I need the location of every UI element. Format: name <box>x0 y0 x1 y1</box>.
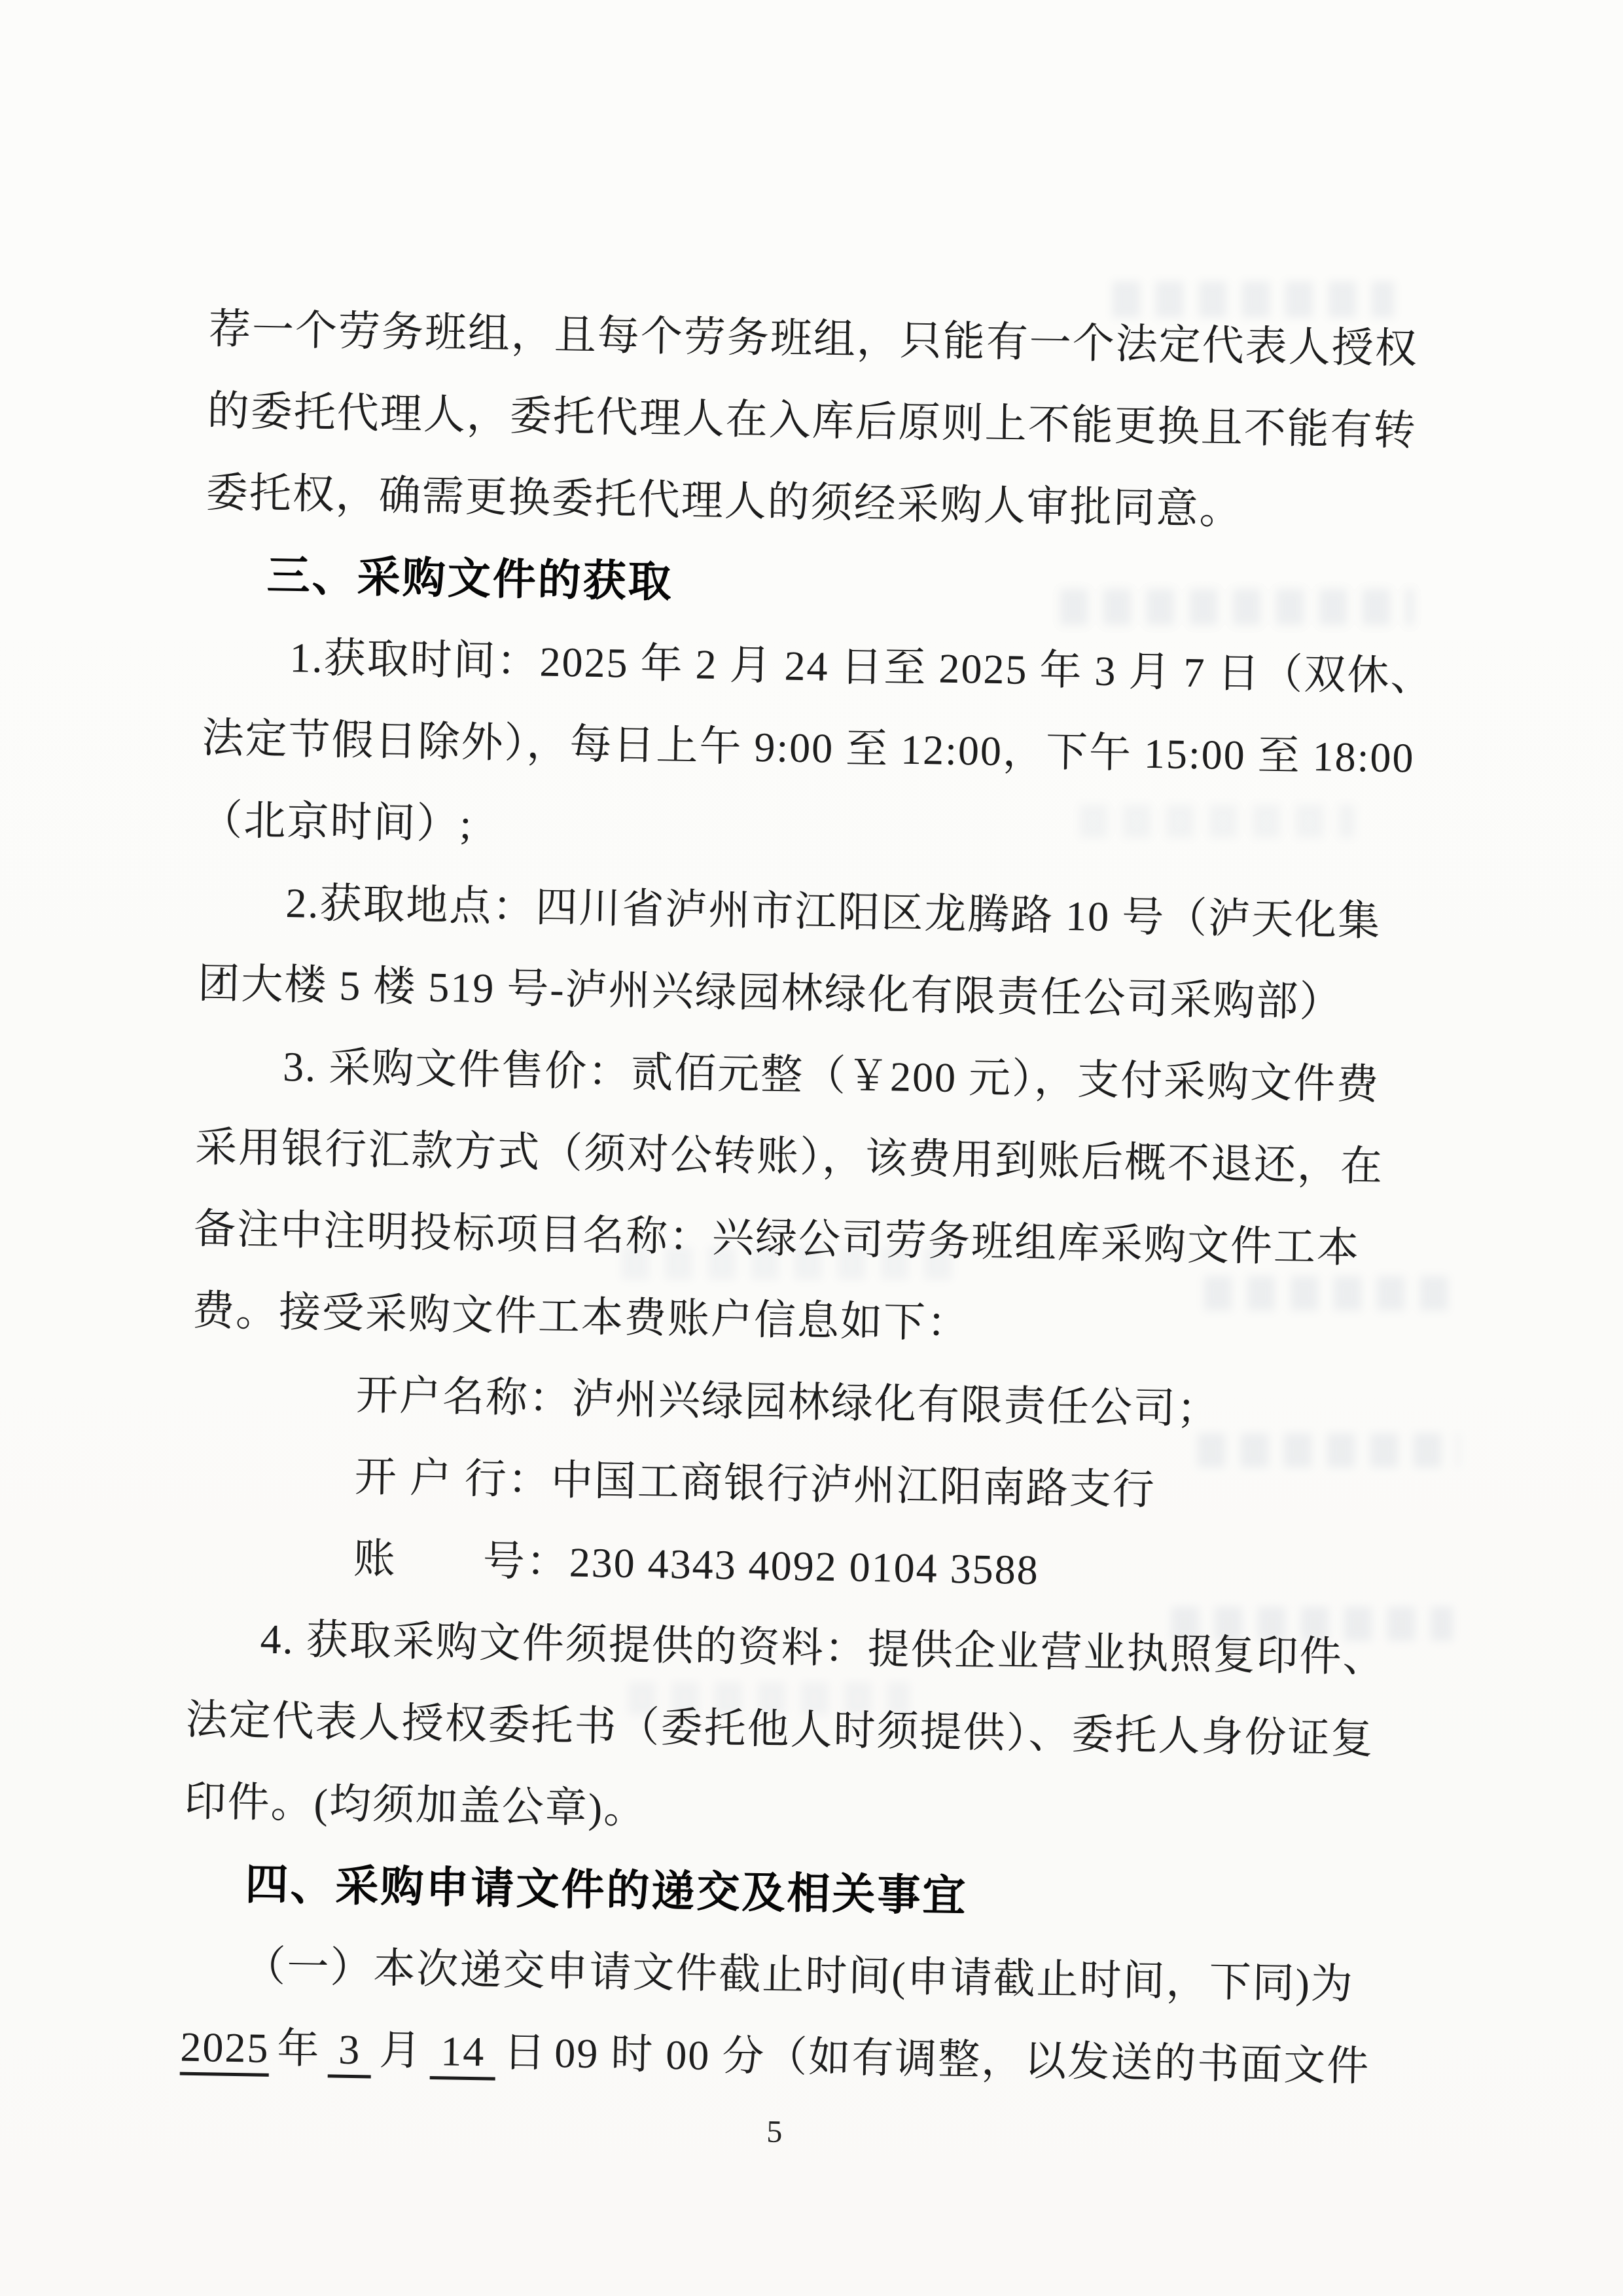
carry-line-3: 委托权，确需更换委托代理人的须经采购人审批同意。 <box>205 469 1243 533</box>
item-4-line-2: 法定代表人授权委托书（委托他人时须提供）、委托人身份证复 <box>185 1696 1375 1763</box>
item-1-line-1: 1.获取时间：2025 年 2 月 24 日至 2025 年 3 月 7 日（双休、 <box>289 634 1435 700</box>
account-number-line: 账 号：230 4343 4092 0104 3588 <box>353 1535 1040 1594</box>
item-3-line-2: 采用银行汇款方式（须对公转账），该费用到账后概不退还，在 <box>194 1123 1384 1190</box>
section-3-heading: 三、采购文件的获取 <box>266 550 674 606</box>
item-4-line-3: 印件。(均须加盖公章)。 <box>184 1778 647 1833</box>
deadline-year: 2025 <box>180 2024 270 2077</box>
item-2-line-1: 2.获取地点：四川省泸州市江阳区龙腾路 10 号（泸天化集 <box>285 880 1382 944</box>
item-1-line-2: 法定节假日除外），每日上午 9:00 至 12:00，下午 15:00 至 18:00 <box>202 714 1416 781</box>
section-4-heading: 四、采购申请文件的递交及相关事宜 <box>244 1859 969 1920</box>
item-3-line-4: 费。接受采购文件工本费账户信息如下： <box>192 1287 971 1347</box>
carry-line-1: 荐一个劳务班组，且每个劳务班组，只能有一个法定代表人授权 <box>208 305 1419 372</box>
deadline-year-unit: 年 <box>276 2025 321 2073</box>
item-1-line-3: （北京时间）; <box>200 796 473 848</box>
item-2-line-2: 团大楼 5 楼 519 号-泸州兴绿园林绿化有限责任公司采购部） <box>197 960 1344 1026</box>
page-number: 5 <box>766 2114 783 2149</box>
item-3-line-3: 备注中注明投标项目名称：兴绿公司劳务班组库采购文件工本 <box>193 1205 1361 1272</box>
deadline-month: 3 <box>328 2026 372 2078</box>
carry-line-2: 的委托代理人，委托代理人在入库后原则上不能更换且不能有转 <box>207 387 1418 454</box>
page-text-block <box>179 288 1435 2169</box>
deadline-time-rest: 09 时 00 分（如有调整，以发送的书面文件 <box>554 2030 1370 2090</box>
account-name-line: 开户名称：泸州兴绿园林绿化有限责任公司； <box>355 1371 1221 1433</box>
account-bank-line: 开 户 行：中国工商银行泸州江阳南路支行 <box>354 1453 1156 1514</box>
deadline-day-unit: 日 <box>503 2028 547 2076</box>
deadline-day: 14 <box>430 2028 496 2081</box>
item-4-line-1: 4. 获取采购文件须提供的资料：提供企业营业执照复印件、 <box>260 1615 1387 1681</box>
item-3-line-1: 3. 采购文件售价：贰佰元整（￥200 元），支付采购文件费 <box>282 1043 1380 1108</box>
deadline-month-unit: 月 <box>378 2026 423 2074</box>
item-a-line: （一）本次递交申请文件截止时间(申请截止时间，下同)为 <box>243 1943 1355 2008</box>
